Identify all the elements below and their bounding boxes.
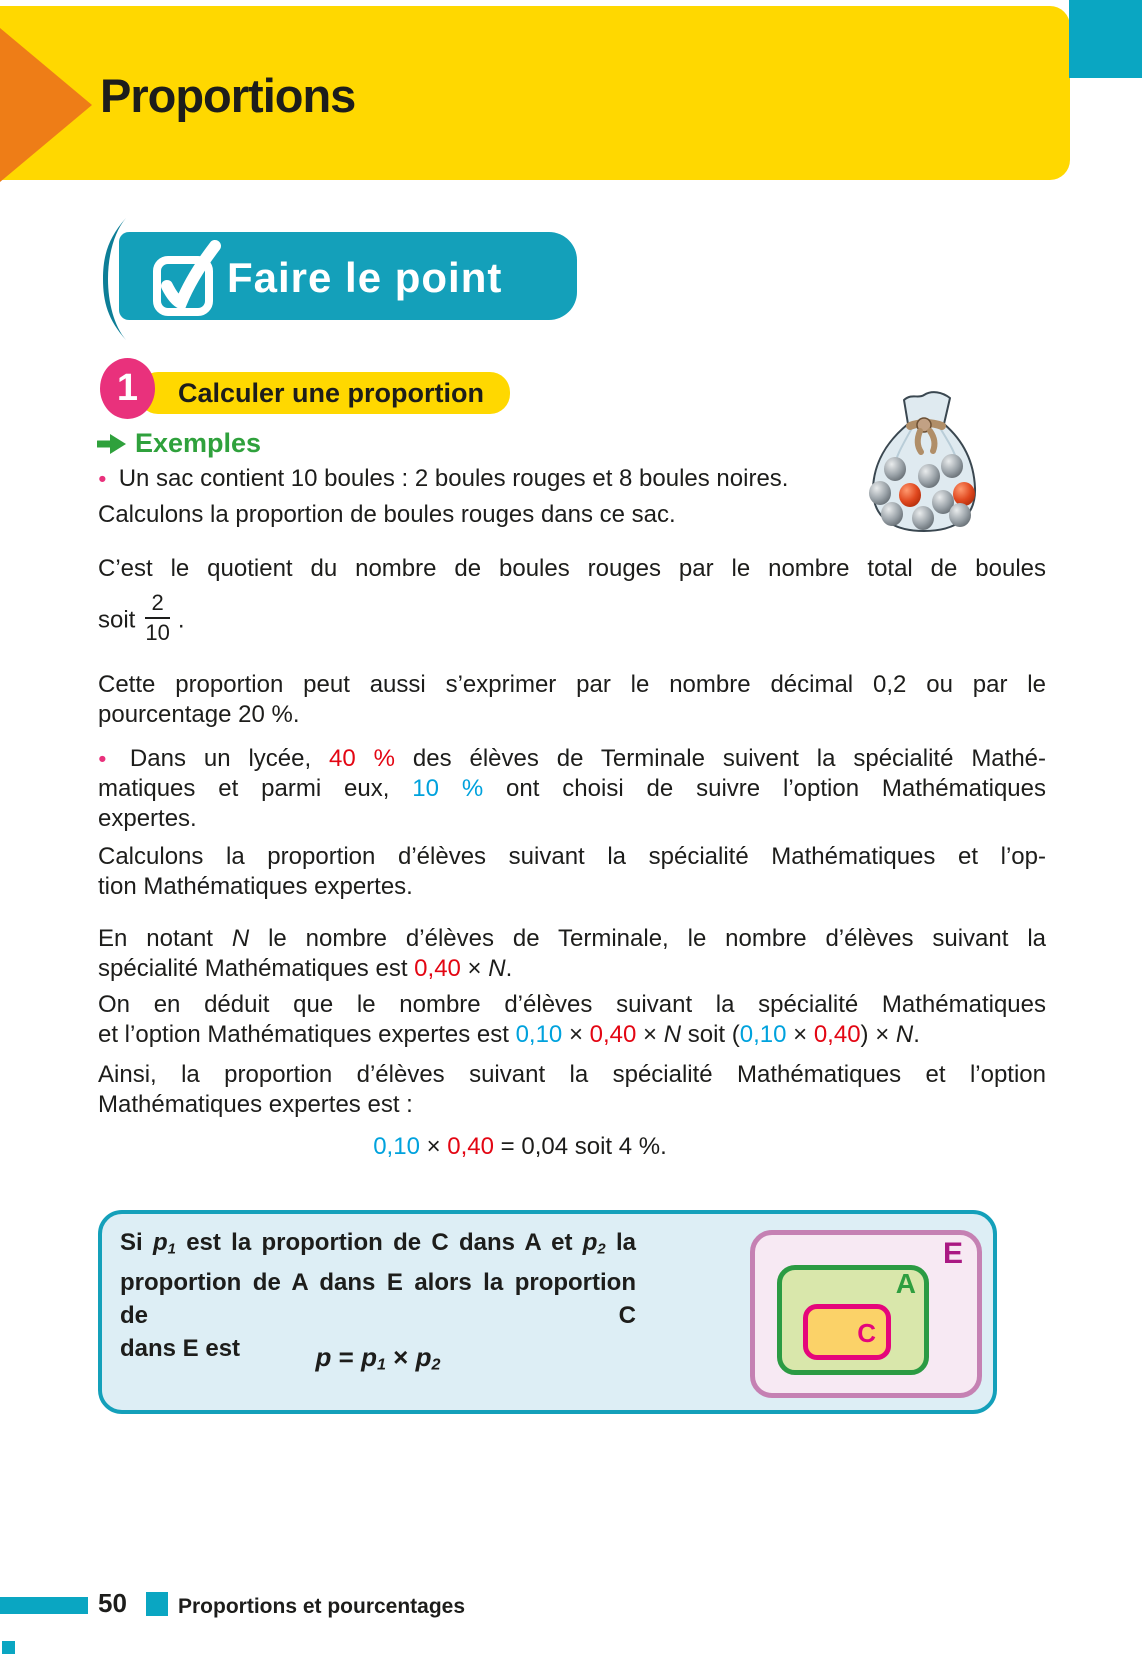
section-title: Calculer une proportion [178,378,485,408]
fraction-denominator: 10 [145,620,170,645]
decimal-paragraph: Cette proportion peut aussi s’exprimer par le nombre décimal 0,2 ou par le pourcentage 20 %. [98,671,1046,728]
fraction-prefix: soit [98,606,136,634]
section-number: 1 [116,367,139,409]
property-text: Si $p_1$ est la proportion de C dans A et $p_2$ la proportion de A dans E alors la proportion de C dans E est [120,1229,637,1363]
arrow-right-icon [97,433,127,455]
set-e-label: E [942,1237,963,1270]
page-title: Proportions [100,69,356,122]
fraction-line [98,590,185,652]
example2-paragraph: ● Dans un lycée, 40 % des élèves de Terminale suivent la spécialité Mathé- matiques et parmi eux, 10 % ont choisi de suivre l’option Mathématiques expertes. [98,745,1047,833]
conclusion-paragraph: Ainsi, la proportion d’élèves suivant la spécialité Mathématiques et l’option Mathématiques expertes est : [98,1061,1046,1118]
section-number-badge [100,358,155,419]
badge-label: Faire le point [227,254,503,301]
examples-heading [97,428,261,459]
example1-question: Calculons la proportion de boules rouges dans ce sac. [98,501,676,528]
set-e-box [750,1230,982,1398]
footer-square-icon [146,1592,168,1616]
footer-chapter-title: Proportions et pourcentages [178,1595,466,1618]
chapter-arrow-icon [0,28,92,182]
page-edge-mark [2,1641,15,1654]
example2-question: Calculons la proportion d’élèves suivant la spécialité Mathématiques et l’op- tion Mathématiques expertes. [98,843,1046,900]
faire-le-point-badge [95,212,595,342]
property-formula: $p = p_1 \times p_2$ [315,1342,441,1374]
fraction-suffix: . [177,606,185,634]
corner-accent [1069,0,1142,78]
badge-background [119,232,577,320]
set-a-label: A [895,1268,916,1299]
property-box [98,1210,997,1414]
checkbox-check-icon [149,222,227,332]
footer-bar [0,1597,88,1614]
fraction-numerator: 2 [145,590,169,619]
section-title-pill [138,372,510,414]
set-a-box [777,1265,929,1375]
page-number: 50 [98,1588,127,1618]
notation-paragraph: En notant N le nombre d’élèves de Terminale, le nombre d’élèves suivant la spécialité Mathématiques est 0,40 × N. [98,925,1046,982]
deduction-paragraph: On en déduit que le nombre d’élèves suivant la spécialité Mathématiques et l’option Mathématiques expertes est 0,10 × 0,40 × N soit (0,10 × 0,40) × N. [98,991,1046,1048]
set-c-label: C [857,1318,876,1348]
quotient-paragraph: C’est le quotient du nombre de boules rouges par le nombre total de boules [98,555,1046,582]
set-c-box [803,1304,891,1360]
fraction [145,590,169,646]
result-formula: 0,10 × 0,40 = 0,04 soit 4 %. [373,1133,667,1160]
examples-label: Exemples [135,428,262,458]
example1-bullet-line: ● Un sac contient 10 boules : 2 boules rouges et 8 boules noires. [98,465,789,492]
